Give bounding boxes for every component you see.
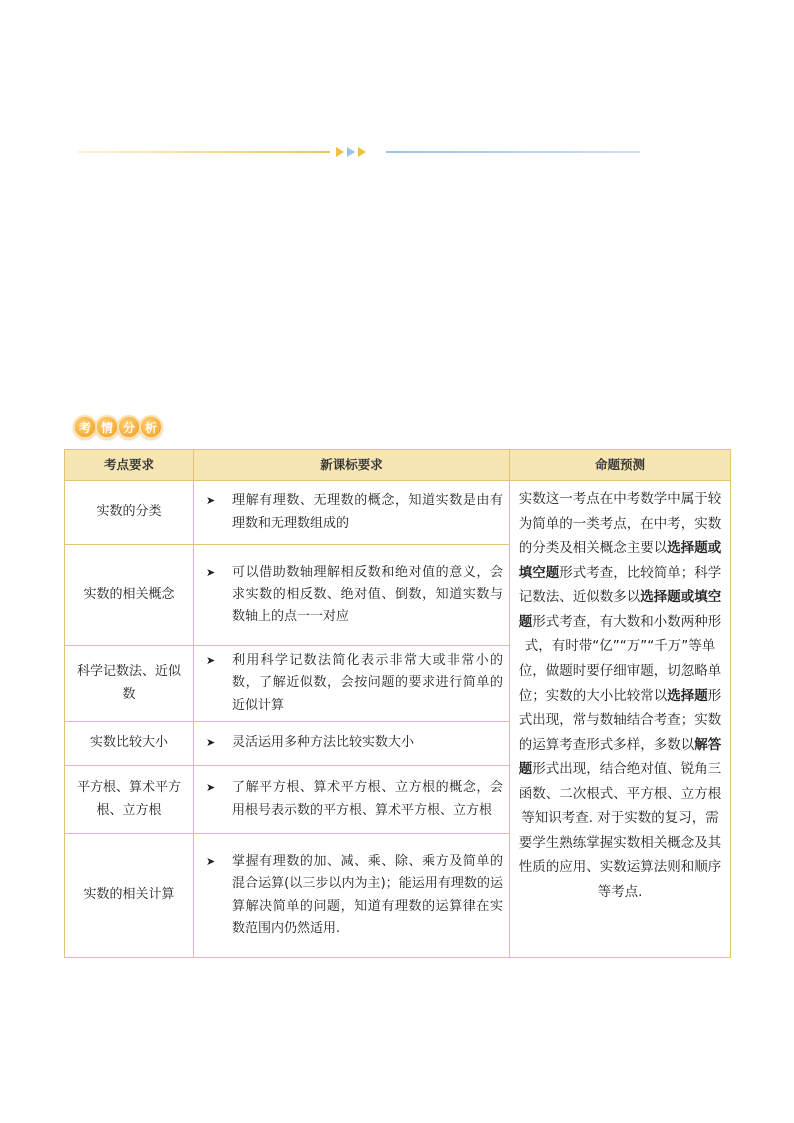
requirement-text: 理解有理数、无理数的概念，知道实数是由有理数和无理数组成的 [232, 493, 503, 531]
requirement-text: 可以借助数轴理解相反数和绝对值的意义，会求实数的相反数、绝对值、倒数，知道实数与数轴上的点一一对应 [232, 564, 503, 625]
prediction-text: 实数这一考点在中考数学中属于较为简单的一类考点，在中考，实数的分类及相关概念主要以 [518, 491, 722, 557]
row-point: 平方根、算术平方根、立方根 [65, 766, 194, 834]
prediction-cell [510, 481, 731, 958]
section-badge [73, 411, 161, 443]
row-point: 实数的分类 [65, 481, 194, 545]
prediction-emphasis: 解答题 [518, 736, 722, 778]
requirement-text: 掌握有理数的加、减、乘、除、乘方及简单的混合运算(以三步以内为主)；能运用有理数的运算解决简单的问题，知道有理数的运算律在实数范围内仍然适用. [232, 854, 503, 936]
requirement-text: 灵活运用多种方法比较实数大小 [232, 735, 415, 751]
divider-left-line [78, 151, 330, 153]
arrow-bullet-icon: ➤ [206, 736, 216, 750]
row-point: 实数的相关概念 [65, 545, 194, 646]
prediction-text: 形式出现，结合绝对值、锐角三函数、二次根式、平方根、立方根等知识考查. 对于实数的复习，需要学生熟练掌握实数相关概念及其性质的应用、实数运算法则和顺序等考点. [518, 761, 722, 900]
arrow-bullet-icon: ➤ [206, 855, 216, 869]
badge-char: 情 [95, 415, 119, 439]
arrow-bullet-icon: ➤ [206, 781, 216, 795]
prediction-text: 形式考查，比较简单；科学记数法、近似数多以 [518, 564, 722, 606]
row-requirement [194, 481, 510, 545]
section-divider [78, 146, 640, 158]
arrow-bullet-icon: ➤ [206, 494, 216, 508]
header-point: 考点要求 [65, 450, 194, 481]
row-requirement [194, 766, 510, 834]
header-prediction: 命题预测 [510, 450, 731, 481]
arrow-bullet-icon: ➤ [206, 565, 216, 579]
row-point: 科学记数法、近似数 [65, 646, 194, 722]
prediction-emphasis: 选择题 [667, 687, 708, 704]
row-point: 实数比较大小 [65, 722, 194, 766]
badge-char: 考 [73, 415, 97, 439]
prediction-text: 形式出现，常与数轴结合考查；实数的运算考查形式多样，多数以 [518, 687, 722, 753]
row-requirement [194, 722, 510, 766]
divider-right-line [386, 151, 640, 153]
requirement-text: 利用科学记数法简化表示非常大或非常小的数，了解近似数，会按问题的要求进行简单的近似计算 [232, 653, 503, 713]
table-row [65, 481, 731, 545]
prediction-emphasis: 选择题或填空题 [518, 589, 722, 630]
prediction-emphasis: 选择题或填空题 [518, 540, 722, 581]
exam-analysis-table [64, 449, 731, 958]
prediction-text: 形式考查，有大数和小数两种形式，有时带“亿”“万”“千万”等单位，做题时要仔细审题，切忽略单位；实数的大小比较常以 [518, 613, 722, 704]
row-requirement [194, 646, 510, 722]
triple-arrow-icon [336, 146, 370, 158]
requirement-text: 了解平方根、算术平方根、立方根的概念，会用根号表示数的平方根、算术平方根、立方根 [232, 780, 503, 818]
badge-char: 析 [139, 415, 163, 439]
header-requirement: 新课标要求 [194, 450, 510, 481]
badge-char: 分 [117, 415, 141, 439]
table-header-row [65, 450, 731, 481]
row-requirement [194, 834, 510, 958]
arrow-bullet-icon: ➤ [206, 654, 216, 668]
row-point: 实数的相关计算 [65, 834, 194, 958]
row-requirement [194, 545, 510, 646]
